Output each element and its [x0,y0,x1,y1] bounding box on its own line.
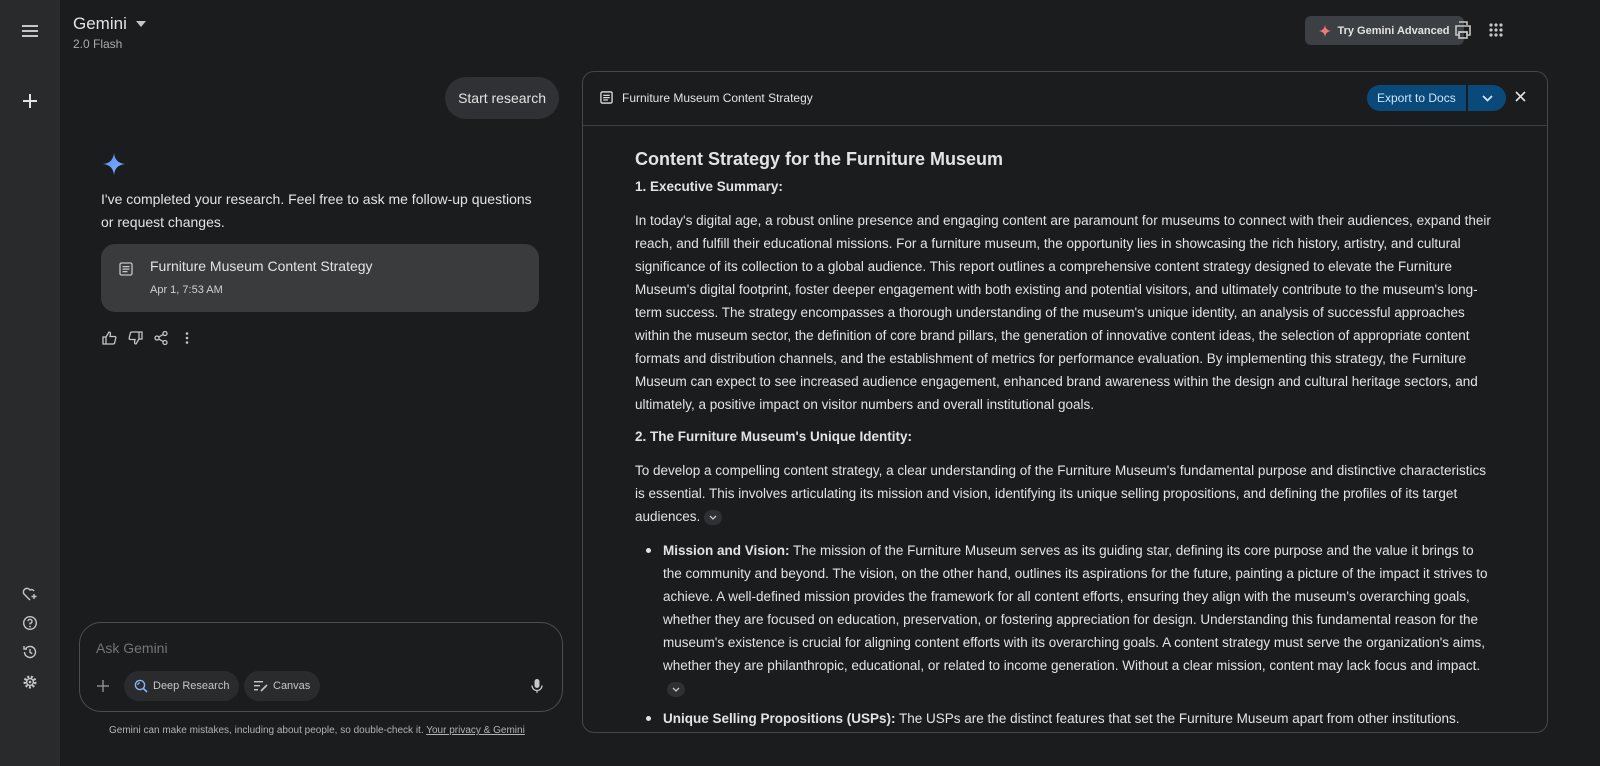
chevron-down-icon [709,515,717,520]
add-icon[interactable] [90,673,116,699]
canvas-label: Canvas [273,680,311,692]
menu-icon[interactable] [18,19,42,43]
section-heading: 2. The Furniture Museum's Unique Identity: [635,429,912,444]
chevron-down-icon [672,687,680,692]
settings-icon[interactable] [18,670,42,694]
bullet-label: Unique Selling Propositions (USPs): [663,711,896,726]
card-date: Apr 1, 7:53 AM [150,284,223,296]
bullet-text: The mission of the Furniture Museum serves as its guiding star, defining its core purpose and the value it brings to the community and beyond. The vision, on the other hand, outlines its aspirations for the future, painting a picture of the impact it strives to achieve. A well-defined mission provides the framework for all content efforts, ensuring they align with the museum's overarching goals, whether they are focused on education, preservation, or fostering appreciation for design. Understanding this fundamental reason for the museum's existence is crucial for aligning content efforts with its overarching goals. A content strategy must serve the organization's aims, whether they are philanthropic, educational, or related to income generation. Without a clear mission, content may lack focus and impact. [663,543,1488,673]
paragraph: In today's digital age, a robust online presence and engaging content are paramount for museums to connect with their audiences, expand their reach, and fulfill their educational missions. For a furniture museum, the opportunity lies in showcasing the rich history, artistry, and cultural significance of its collection to a global audience. This report outlines a comprehensive content strategy designed to elevate the Furniture Museum's digital footprint, foster deeper engagement with both existing and potential visitors, and ultimately contribute to the museum's long-term success. The strategy encompasses a thorough understanding of the museum's unique identity, an analysis of successful approaches within the museum sector, the definition of core brand pillars, the generation of innovative content ideas, the selection of appropriate content formats and distribution channels, and the establishment of metrics for performance evaluation. By implementing this strategy, the Furniture Museum can expect to see increased audience engagement, enhanced brand awareness within the design and cultural heritage sectors, and ultimately, a positive impact on visitor numbers and overall institutional goals. [635,213,1491,412]
privacy-link[interactable]: Your privacy & Gemini [426,725,525,736]
try-advanced-label: Try Gemini Advanced [1337,24,1450,37]
list-item [635,707,1495,730]
prompt-box [79,622,563,712]
export-to-docs-button[interactable]: Export to Docs [1367,85,1466,111]
disclaimer-text: Gemini can make mistakes, including about people, so double-check it. [109,725,424,736]
export-options-button[interactable] [1468,85,1506,111]
expand-citations-button[interactable] [667,682,685,697]
model-label: 2.0 Flash [73,37,123,51]
thumbs-up-icon[interactable] [101,330,117,346]
paragraph-text: To develop a compelling content strategy, a clear understanding of the Furniture Museum's fundamental purpose and distinctive characteristics is essential. This involves articulating its mission and vision, identifying its unique selling propositions, and defining the profiles of its target audiences. [635,463,1487,524]
chat-column [60,60,580,766]
gem-manager-icon[interactable] [18,582,42,606]
panel-header [583,72,1547,126]
document-body [635,147,1495,733]
paragraph [635,459,1495,528]
chevron-down-icon [1482,95,1493,102]
document-title: Content Strategy for the Furniture Museum [635,149,1004,169]
activity-icon[interactable] [18,640,42,664]
document-panel [582,71,1548,733]
caret-down-icon [136,21,146,27]
section-heading: 1. Executive Summary: [635,179,783,194]
thumbs-down-icon[interactable] [127,330,143,346]
more-vert-icon[interactable] [179,330,195,346]
expand-citations-button[interactable] [704,510,722,525]
disclaimer [109,725,569,736]
user-message: Start research [445,77,559,119]
app-name: Gemini [73,14,127,33]
try-advanced-button[interactable] [1305,16,1464,45]
close-icon[interactable] [1515,91,1526,102]
bullet-list [635,539,1495,730]
gemini-sparkle-icon [103,153,125,175]
apps-grid-icon[interactable] [1484,18,1508,42]
save-icon[interactable] [1451,18,1475,42]
list-item [635,539,1495,700]
research-card[interactable] [101,244,539,312]
document-icon [600,91,613,104]
bullet-text: The USPs are the distinct features that set the Furniture Museum apart from other institutions. [895,711,1460,726]
bullet-label: Mission and Vision: [663,543,790,558]
prompt-input[interactable] [96,640,536,656]
card-title: Furniture Museum Content Strategy [150,258,373,274]
response-text: I've completed your research. Feel free to ask me follow-up questions or request changes. [101,191,532,230]
help-icon[interactable] [18,611,42,635]
deep-research-icon [134,679,148,693]
new-chat-icon[interactable] [18,89,42,113]
document-icon [119,262,133,276]
canvas-chip[interactable] [244,671,320,701]
deep-research-chip[interactable] [124,671,239,701]
panel-title: Furniture Museum Content Strategy [622,91,813,105]
deep-research-label: Deep Research [153,680,230,692]
microphone-icon[interactable] [531,678,543,694]
share-icon[interactable] [153,330,169,346]
canvas-icon [254,680,268,692]
top-bar [60,0,1600,60]
response-actions [101,330,195,346]
model-switcher[interactable] [73,14,146,34]
side-rail [0,0,60,766]
sparkle-icon [1319,25,1331,37]
